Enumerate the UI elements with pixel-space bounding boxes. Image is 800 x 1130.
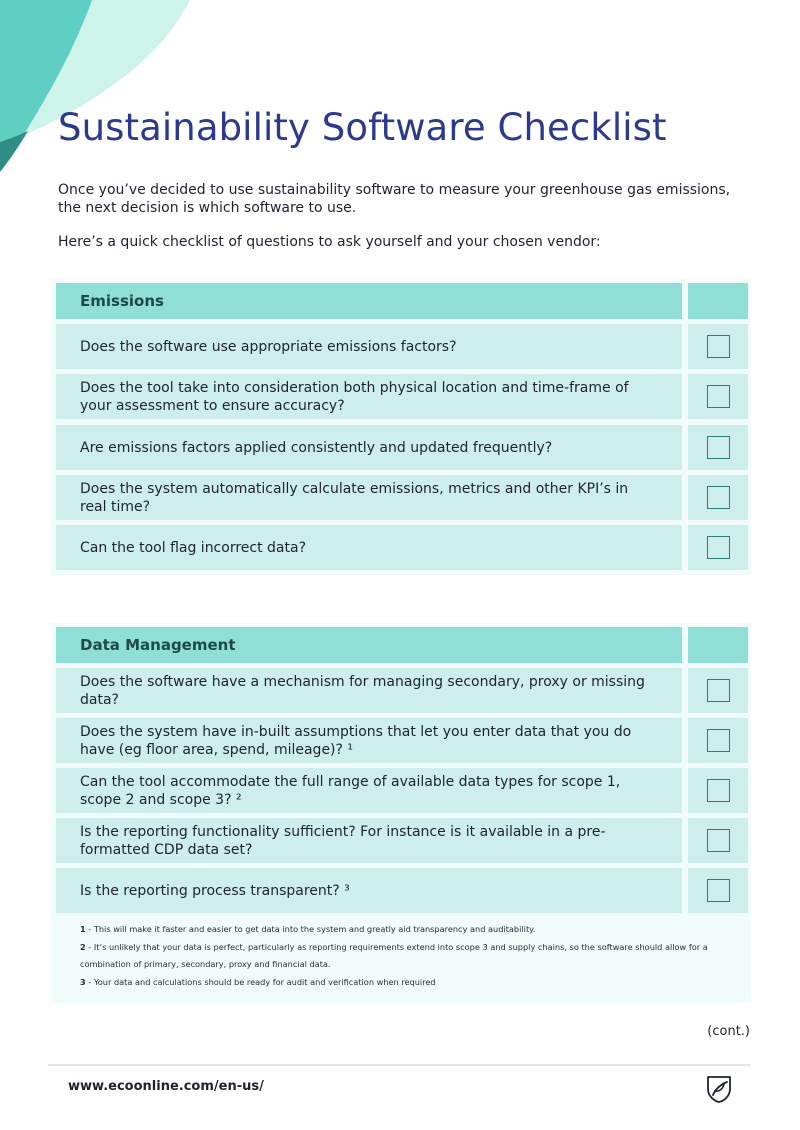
checklist-question: Does the system have in-built assumptions that let you enter data that you do have (eg floor area, spend, mileage)? ¹ (56, 718, 682, 763)
checklist-item (56, 718, 748, 763)
checkbox[interactable] (707, 879, 730, 902)
intro-paragraph: Once you’ve decided to use sustainability software to measure your greenhouse gas emissions, the next decision is which software to use. (58, 182, 731, 216)
header-check-column (688, 283, 748, 319)
section-header (56, 627, 748, 663)
ecoonline-shield-logo-icon (704, 1074, 734, 1104)
footnote: 1 - This will make it faster and easier to get data into the system and greatly aid transparency and auditability. (80, 924, 536, 934)
footer-divider (48, 1064, 751, 1066)
checklist-item (56, 525, 748, 570)
checklist-item (56, 374, 748, 419)
checklist-item (56, 425, 748, 470)
continued-label: (cont.) (707, 1024, 750, 1039)
checklist-item (56, 668, 748, 713)
checklist-item (56, 768, 748, 813)
checkbox[interactable] (707, 829, 730, 852)
checkbox[interactable] (707, 436, 730, 459)
decorative-corner-shape (0, 0, 200, 180)
section-heading: Emissions (56, 283, 682, 319)
checkbox[interactable] (707, 335, 730, 358)
checklist-item (56, 475, 748, 520)
checklist-question: Can the tool flag incorrect data? (56, 525, 682, 570)
checklist-item (56, 818, 748, 863)
section-heading: Data Management (56, 627, 682, 663)
footnote: 3 - Your data and calculations should be ready for audit and verification when required (80, 976, 436, 987)
checklist-question: Is the reporting functionality sufficient? For instance is it available in a pre-formatted CDP data set? (56, 818, 682, 863)
checklist-question: Does the tool take into consideration both physical location and time-frame of your assessment to ensure accuracy? (56, 374, 682, 419)
checkbox[interactable] (707, 679, 730, 702)
footer-url-link[interactable]: www.ecoonline.com/en-us/ (68, 1079, 264, 1094)
checkbox[interactable] (707, 486, 730, 509)
checklist-section-emissions (51, 279, 751, 575)
checkbox[interactable] (707, 385, 730, 408)
checklist-question: Does the software have a mechanism for managing secondary, proxy or missing data? (56, 668, 682, 713)
page-title: Sustainability Software Checklist (58, 106, 667, 149)
footnote: 2 - It’s unlikely that your data is perfect, particularly as reporting requirements extend into scope 3 and supply chains, so the software should allow for a combination of primary, secondary, proxy and financial data. (80, 941, 708, 969)
footnotes (80, 921, 720, 991)
checkbox[interactable] (707, 729, 730, 752)
checklist-question: Does the system automatically calculate emissions, metrics and other KPI’s in real time? (56, 475, 682, 520)
checklist-question: Is the reporting process transparent? ³ (56, 868, 682, 913)
section-header (56, 283, 748, 319)
checklist-question: Does the software use appropriate emissions factors? (56, 324, 682, 369)
checklist-section-data-management (51, 623, 751, 1003)
checklist-item (56, 868, 748, 913)
checkbox[interactable] (707, 779, 730, 802)
intro-instruction: Here’s a quick checklist of questions to ask yourself and your chosen vendor: (58, 234, 601, 250)
checklist-item (56, 324, 748, 369)
header-check-column (688, 627, 748, 663)
checklist-question: Can the tool accommodate the full range of available data types for scope 1, scope 2 and scope 3? ² (56, 768, 682, 813)
checkbox[interactable] (707, 536, 730, 559)
checklist-question: Are emissions factors applied consistently and updated frequently? (56, 425, 682, 470)
